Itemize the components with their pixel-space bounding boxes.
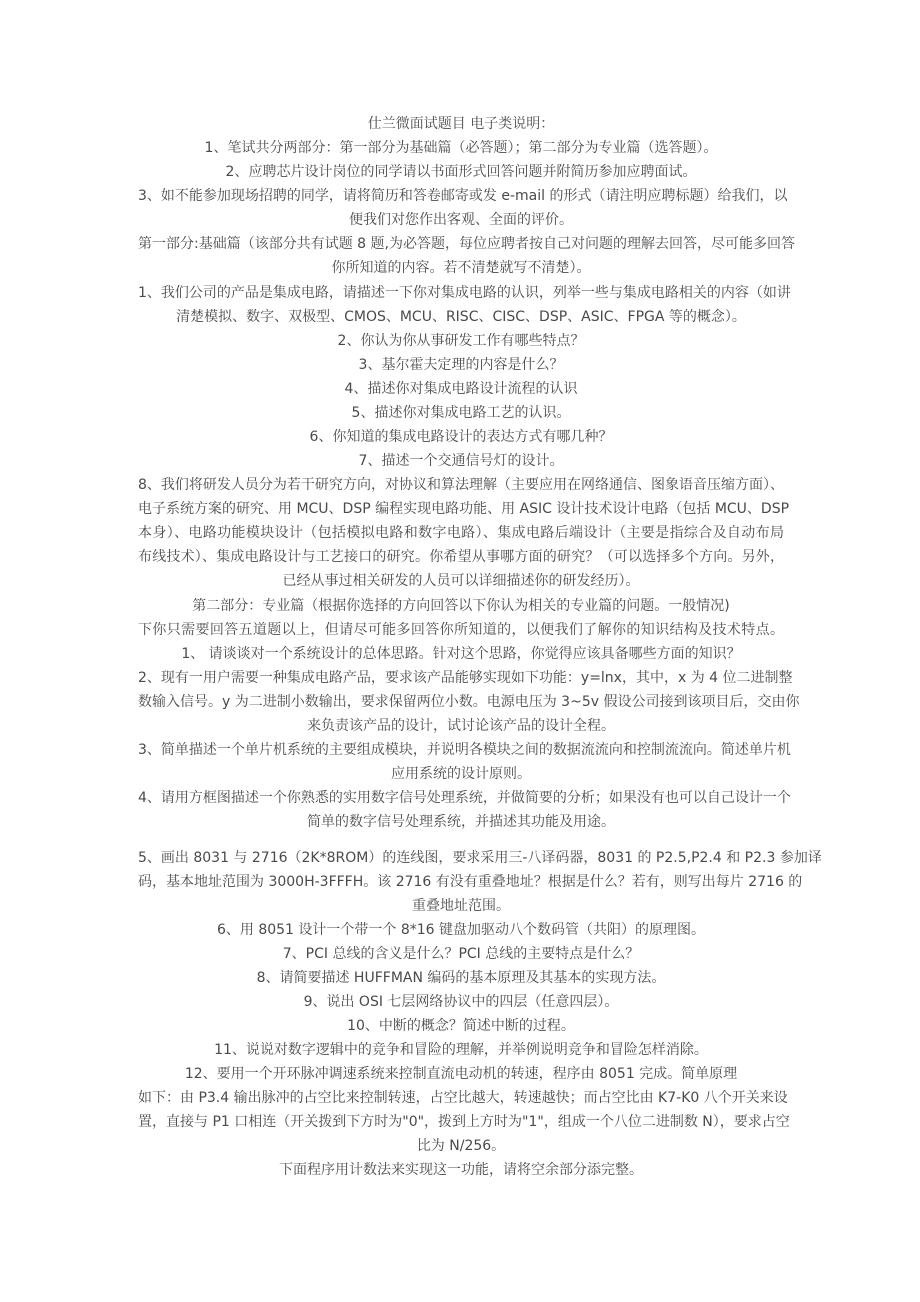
text-line: 4、请用方框图描述一个你熟悉的实用数字信号处理系统，并做简要的分析；如果没有也可以自己设计一个 [138,790,791,806]
text-line: 9、说出 OSI 七层网络协议中的四层（任意四层）。 [303,994,619,1010]
text-line: 如下：由 P3.4 输出脉冲的占空比来控制转速，占空比越大，转速越快；而占空比由 K7-K0 八个开关来设 [138,1090,788,1106]
text-line: 2、你认为你从事研发工作有哪些特点？ [337,333,585,349]
text-line: 1、我们公司的产品是集成电路，请描述一下你对集成电路的认识，列举一些与集成电路相关的内容（如讲 [138,285,791,301]
text-line: 5、描述你对集成电路工艺的认识。 [351,405,571,421]
text-line: 4、描述你对集成电路设计流程的认识 [344,381,578,397]
text-line: 下面程序用计数法来实现这一功能，请将空余部分添完整。 [279,1162,643,1178]
text-line: 来负责该产品的设计，试讨论该产品的设计全程。 [307,718,615,734]
text-line: 电子系统方案的研究、用 MCU、DSP 编程实现电路功能、用 ASIC 设计技术设计电路（包括 MCU、DSP [138,501,790,517]
text-line: 8、请简要描述 HUFFMAN 编码的基本原理及其基本的实现方法。 [256,970,666,986]
text-line: 3、简单描述一个单片机系统的主要组成模块，并说明各模块之间的数据流流向和控制流流向。简述单片机 [138,742,791,758]
text-line: 重叠地址范围。 [412,898,510,914]
text-line: 5、画出 8031 与 2716（2K*8ROM）的连线图，要求采用三-八译码器，8031 的 P2.5,P2.4 和 P2.3 参加译 [138,850,822,866]
text-line: 应用系统的设计原则。 [391,766,531,782]
text-line: 10、中断的概念？简述中断的过程。 [347,1018,575,1034]
text-line: 第一部分:基础篇（该部分共有试题 8 题,为必答题，每位应聘者按自己对问题的理解去回答，尽可能多回答 [138,236,795,252]
text-line: 已经从事过相关研发的人员可以详细描述你的研发经历）。 [282,573,640,589]
text-line: 第二部分：专业篇（根据你选择的方向回答以下你认为相关的专业篇的问题。一般情况) [192,598,730,614]
text-line: 比为 N/256。 [416,1138,506,1154]
text-line: 置，直接与 P1 口相连（开关拨到下方时为"0"，拨到上方时为"1"，组成一个八位二进制数 N），要求占空 [138,1114,790,1130]
text-line: 3、基尔霍夫定理的内容是什么？ [358,357,564,373]
text-line: 3、如不能参加现场招聘的同学，请将简历和答卷邮寄或发 e-mail 的形式（请注明应聘标题）给我们，以 [138,188,788,204]
text-line: 7、PCI 总线的含义是什么？PCI 总线的主要特点是什么？ [282,946,640,962]
text-line: 1、 请谈谈对一个系统设计的总体思路。针对这个思路，你觉得应该具备哪些方面的知识？ [181,646,741,662]
text-line: 码，基本地址范围为 3000H-3FFFH。该 2716 有没有重叠地址？根据是什么？若有，则写出每片 2716 的 [138,874,803,890]
text-line: 2、现有一用户需要一种集成电路产品，要求该产品能够实现如下功能：y=lnx，其中，x 为 4 位二进制整 [138,670,793,686]
text-line: 8、我们将研发人员分为若干研究方向，对协议和算法理解（主要应用在网络通信、图象语音压缩方面）、 [138,477,784,493]
text-line: 11、说说对数字逻辑中的竞争和冒险的理解，并举例说明竞争和冒险怎样消除。 [214,1042,708,1058]
document-title: 仕兰微面试题目 电子类说明： [367,116,555,132]
text-line: 布线技术）、集成电路设计与工艺接口的研究。你希望从事哪方面的研究？（可以选择多个方向。另外， [138,549,784,565]
text-line: 清楚模拟、数字、双极型、CMOS、MCU、RISC、CISC、DSP、ASIC、FPGA 等的概念）。 [176,309,746,325]
text-line: 7、描述一个交通信号灯的设计。 [358,453,564,469]
text-line: 本身）、电路功能模块设计（包括模拟电路和数字电路）、集成电路后端设计（主要是指综合及自动布局 [138,525,784,541]
text-line: 数输入信号。y 为二进制小数输出，要求保留两位小数。电源电压为 3~5v 假设公司接到该项目后，交由你 [138,694,800,710]
text-line: 下你只需要回答五道题以上，但请尽可能多回答你所知道的，以便我们了解你的知识结构及技术特点。 [138,622,784,638]
text-line: 6、用 8051 设计一个带一个 8*16 键盘加驱动八个数码管（共阳）的原理图。 [216,922,706,938]
text-line: 2、应聘芯片设计岗位的同学请以书面形式回答问题并附简历参加应聘面试。 [225,164,697,180]
text-line: 你所知道的内容。若不清楚就写不清楚）。 [331,260,591,276]
text-line: 便我们对您作出客观、全面的评价。 [349,212,573,228]
text-line: 12、要用一个开环脉冲调速系统来控制直流电动机的转速，程序由 8051 完成。简单原理 [184,1066,738,1082]
text-line: 6、你知道的集成电路设计的表达方式有哪几种？ [309,429,613,445]
text-line: 1、笔试共分两部分：第一部分为基础篇（必答题）；第二部分为专业篇（选答题）。 [204,140,718,156]
text-line: 简单的数字信号处理系统，并描述其功能及用途。 [307,814,615,830]
